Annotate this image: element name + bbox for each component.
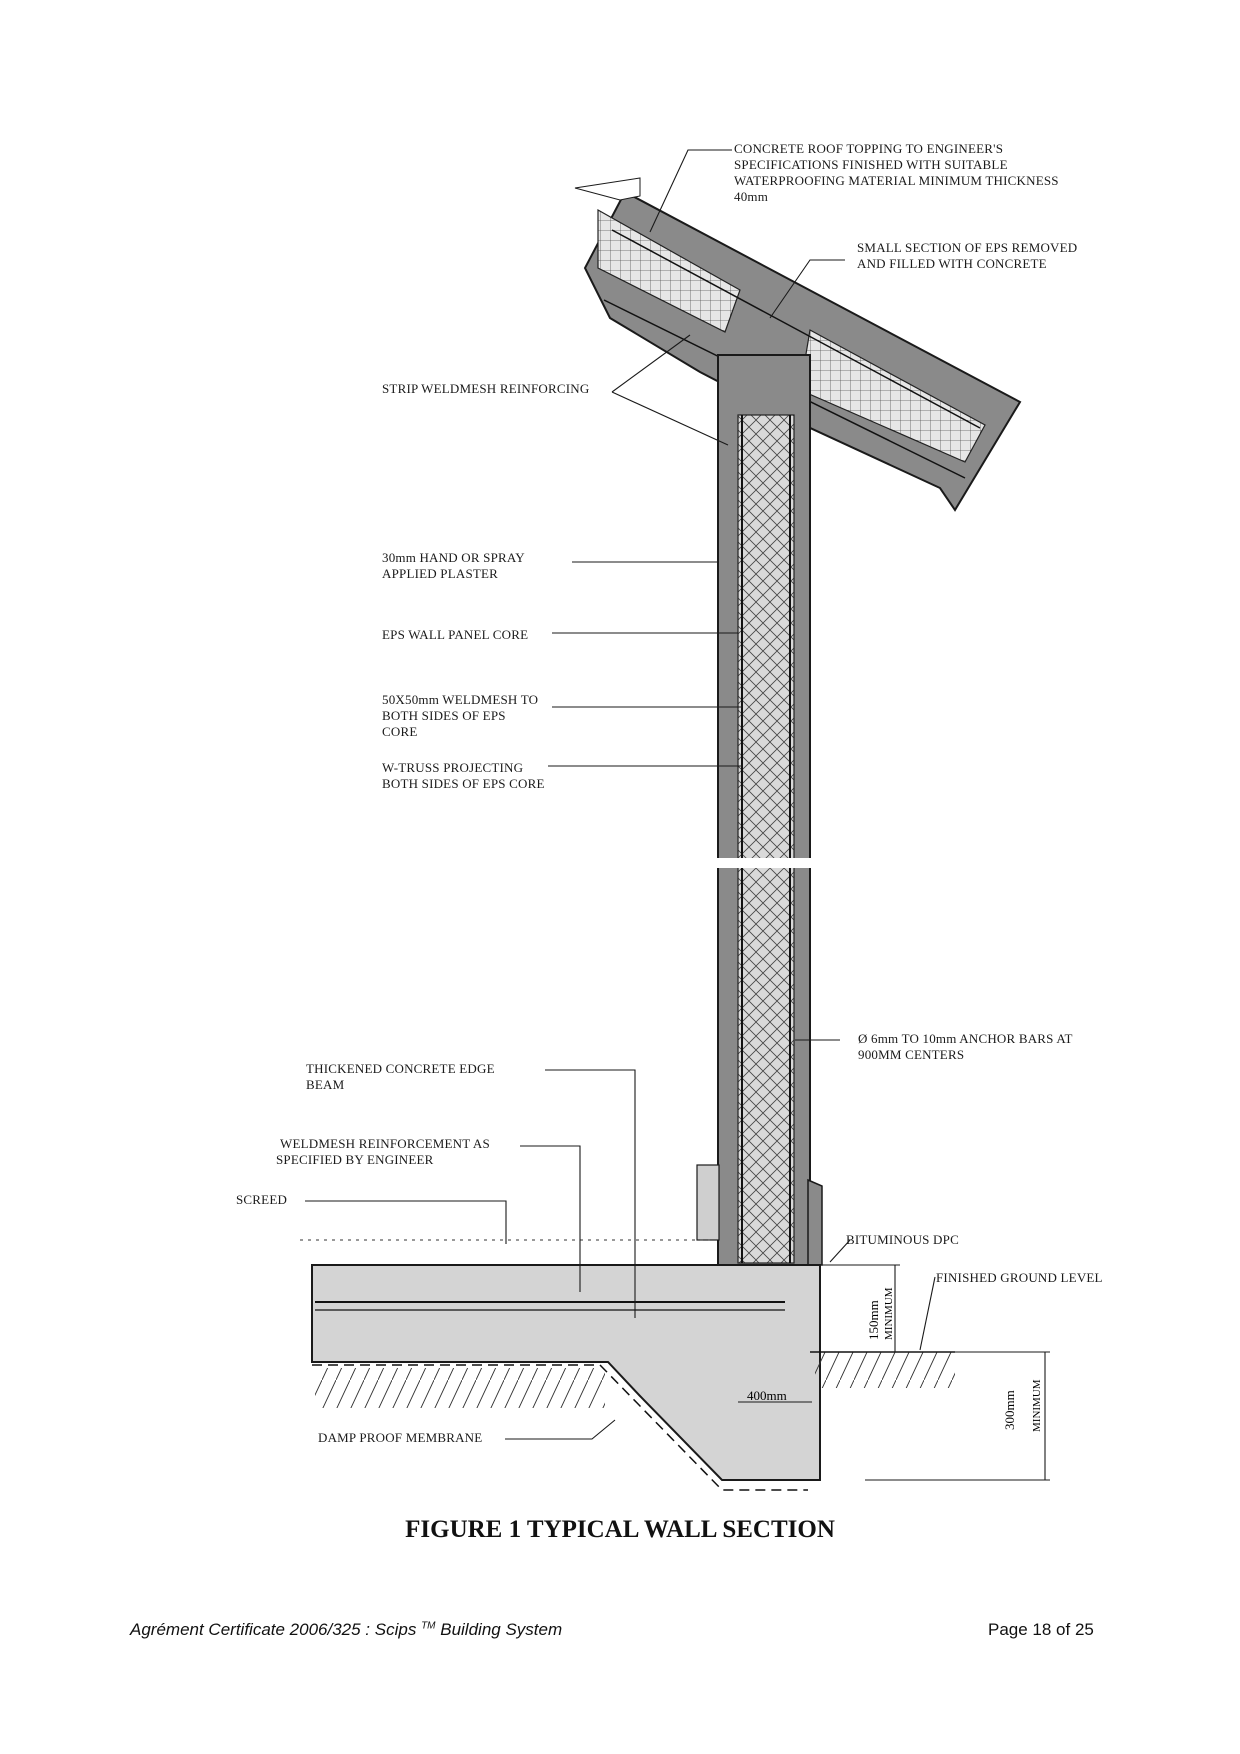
label-finished-ground: FINISHED GROUND LEVEL [936,1270,1103,1285]
dim-300mm: 300mm [1002,1390,1017,1430]
footer-certificate [130,1620,562,1640]
floor-slab [300,1240,955,1490]
label-plaster: 30mm HAND OR SPRAY APPLIED PLASTER [382,550,525,581]
label-strip-weldmesh: STRIP WELDMESH REINFORCING [382,381,590,396]
footer-left-end: Building System [435,1620,563,1639]
dim-400mm: 400mm [747,1388,787,1403]
label-w-truss: W-TRUSS PROJECTING BOTH SIDES OF EPS CORE [382,760,545,791]
figure-title: FIGURE 1 TYPICAL WALL SECTION [405,1516,835,1543]
label-anchor-bars: Ø 6mm TO 10mm ANCHOR BARS AT 900MM CENTERS [858,1031,1073,1062]
label-damp-proof: DAMP PROOF MEMBRANE [318,1430,483,1445]
dim-300mm-min: MINIMUM [1031,1379,1043,1432]
dim-150mm: 150mm [866,1300,881,1340]
label-bituminous-dpc: BITUMINOUS DPC [846,1232,959,1247]
footer-left-main: Agrément Certificate 2006/325 : Scips [130,1620,417,1639]
label-roof-topping: CONCRETE ROOF TOPPING TO ENGINEER'S SPECIFICATIONS FINISHED WITH SUITABLE WATERPROOFING MATERIAL MINIMUM THICKNESS 40mm [734,141,1059,204]
label-weldmesh-50: 50X50mm WELDMESH TO BOTH SIDES OF EPS CORE [382,692,539,739]
label-edge-beam: THICKENED CONCRETE EDGE BEAM [306,1061,495,1092]
footer-page-number: Page 18 of 25 [988,1620,1094,1639]
label-eps-core: EPS WALL PANEL CORE [382,627,529,642]
wall-panel [697,355,822,1265]
label-weldmesh-reinf: WELDMESH REINFORCEMENT AS SPECIFIED BY ENGINEER [276,1136,490,1167]
dim-150mm-min: MINIMUM [883,1287,895,1340]
footer-tm: TM [421,1620,436,1632]
label-screed: SCREED [236,1192,288,1207]
label-eps-removed: SMALL SECTION OF EPS REMOVED AND FILLED WITH CONCRETE [857,240,1078,271]
